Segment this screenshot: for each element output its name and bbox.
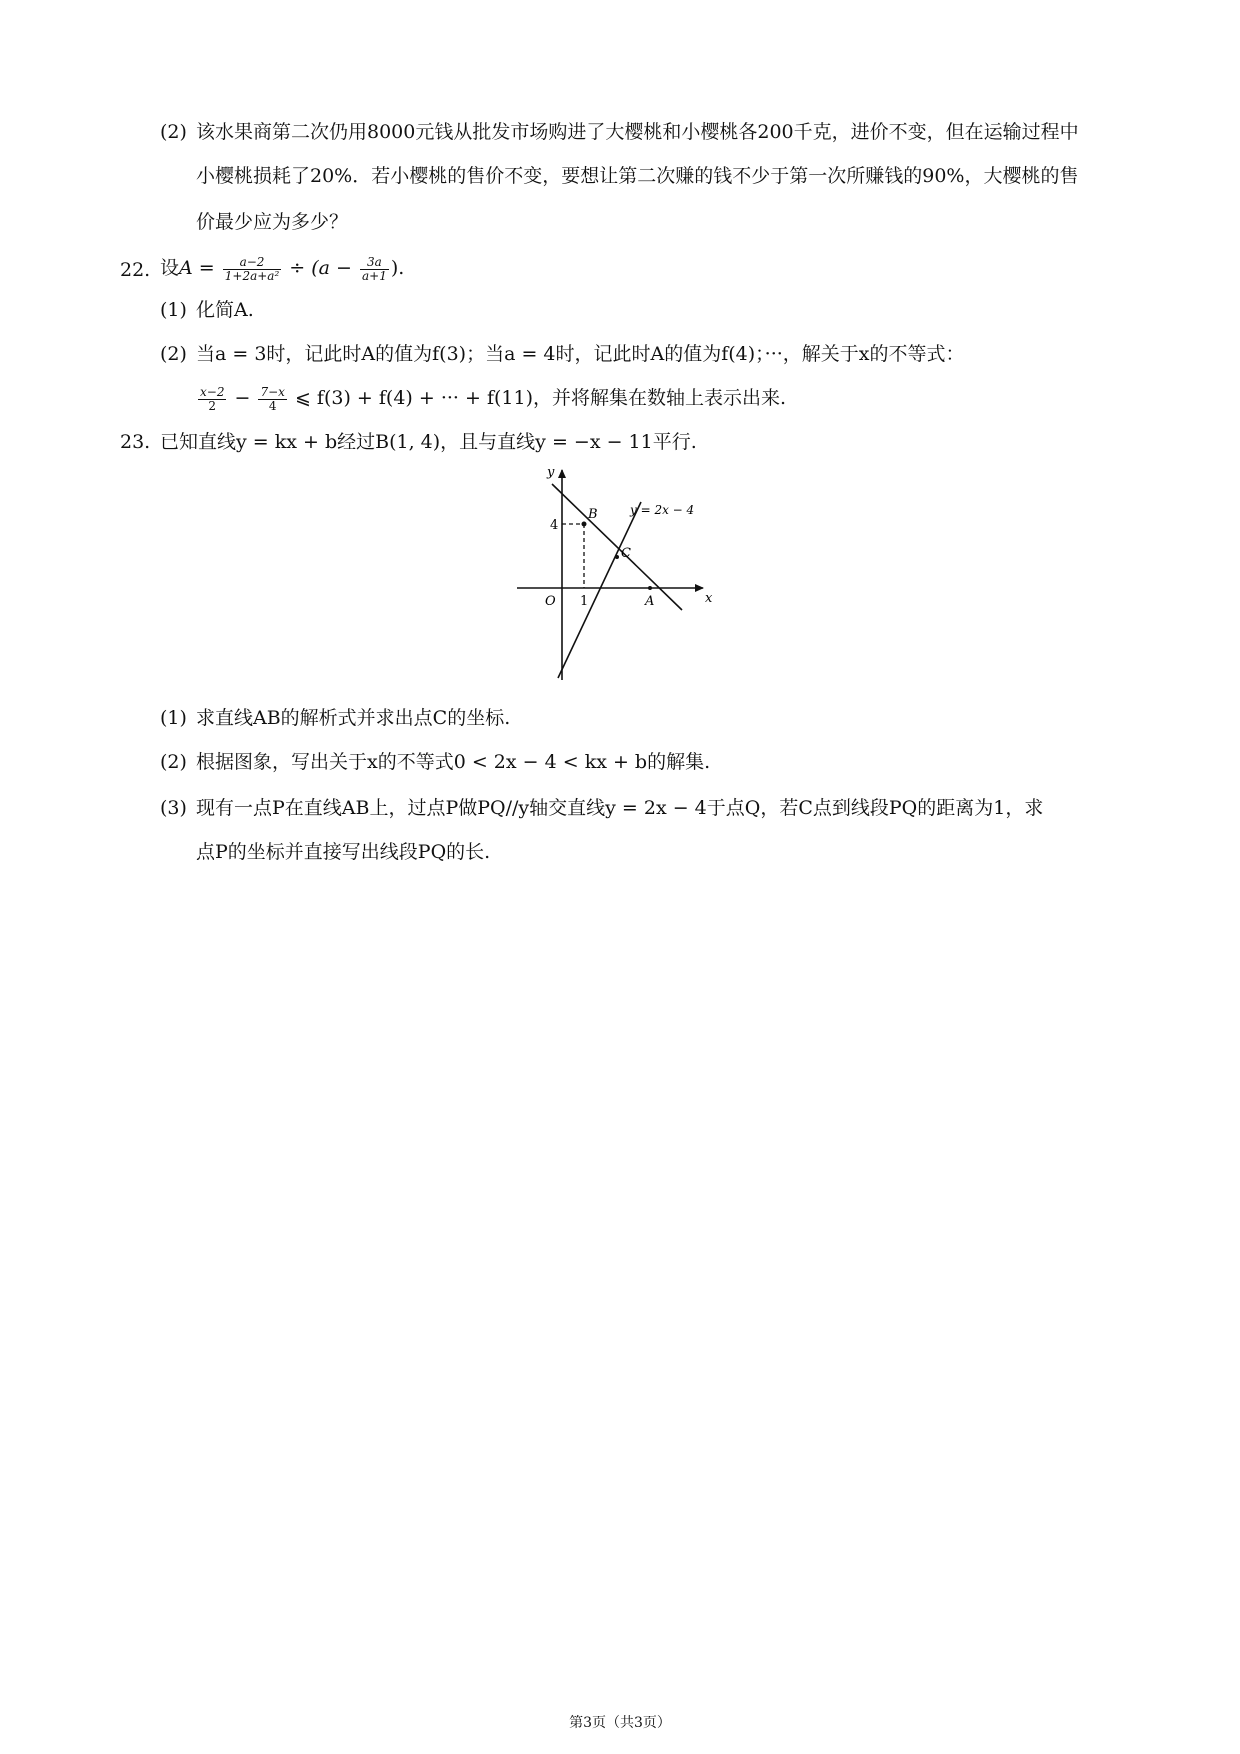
q23-number: 23. [120,431,151,453]
q22-fraction-2 [360,256,389,283]
label-point-c: C [621,546,631,561]
q23-part1-label: (1) [160,707,187,729]
label-x-tick-1: 1 [580,594,589,609]
q22-fraction-1-numerator: a−2 [223,256,282,270]
q22-part2-line2 [196,384,786,413]
q22-part2-line1: 当a = 3时，记此时A的值为f(3)；当a = 4时，记此时A的值为f(4)；···，解关于x的不等式： [196,343,965,365]
q22-part2-fraction-1-numerator: x−2 [200,384,225,399]
q22-fraction-1 [223,256,282,283]
q22-stem [160,254,404,283]
point-b [582,522,587,527]
q22-part2-fraction-2-numerator: 7−x [260,384,285,399]
q22-stem-eq: = [192,257,221,279]
q22-fraction-2-denominator: a+1 [362,268,387,283]
q23-part2-text: 根据图象，写出关于x的不等式0 < 2x − 4 < kx + b的解集. [196,751,711,773]
q22-stem-end: ). [390,257,405,279]
q22-part2-fraction-1-denominator: 2 [208,398,217,413]
coordinate-figure [515,464,715,686]
q21-part2-line2: 小樱桃损耗了20%．若小樱桃的售价不变，要想让第二次赚的钱不少于第一次所赚钱的90%，大樱桃的售 [196,165,1079,187]
q23-stem: 已知直线y = kx + b经过B(1, 4)，且与直线y = −x − 11平行. [160,431,697,453]
point-a [648,586,652,590]
q22-part1-text: 化简A. [196,299,254,321]
point-c [615,555,619,559]
q23-part3-line2: 点P的坐标并直接写出线段PQ的长. [196,841,491,863]
q23-part3-label: (3) [160,797,187,819]
q22-fraction-2-numerator: 3a [360,256,389,270]
q23-part2-label: (2) [160,751,187,773]
label-point-b: B [588,507,598,522]
page-footer: 第3页（共3页） [569,1715,671,1731]
label-y-tick-4: 4 [550,518,559,533]
q22-stem-prefix: 设 [160,257,180,279]
q22-stem-var: A [179,257,193,279]
q21-part2-line1: 该水果商第二次仍用8000元钱从批发市场购进了大樱桃和小樱桃各200千克，进价不变，但在运输过程中 [196,121,1079,143]
q22-number: 22. [120,259,151,281]
label-point-a: A [645,594,655,609]
label-y-axis: y [547,465,555,480]
q22-part2-label: (2) [160,343,187,365]
line-y-2x-minus-4 [558,502,641,678]
q23-part1-text: 求直线AB的解析式并求出点C的坐标. [196,707,511,729]
q22-part2-minus: − [228,387,257,409]
label-x-axis: x [705,591,713,606]
q22-part2-line2-rest: ⩽ f(3) + f(4) + ··· + f(11)，并将解集在数轴上表示出来. [288,387,787,409]
q23-part3-line1: 现有一点P在直线AB上，过点P做PQ//y轴交直线y = 2x − 4于点Q，若C点到线段PQ的距离为1，求 [196,797,1044,819]
q21-part2-line3: 价最少应为多少？ [196,211,349,233]
q22-part1-label: (1) [160,299,187,321]
q22-fraction-1-denominator: 1+2a+a² [224,268,280,283]
label-line-equation: y = 2x − 4 [630,503,695,517]
q22-part2-fraction-2-denominator: 4 [268,398,277,413]
q22-part2-fraction-2 [258,386,286,413]
label-origin: O [545,594,556,609]
q22-stem-mid: ÷ (a − [283,257,358,279]
q21-part2-label: (2) [160,121,187,143]
q22-part2-fraction-1 [198,386,226,413]
